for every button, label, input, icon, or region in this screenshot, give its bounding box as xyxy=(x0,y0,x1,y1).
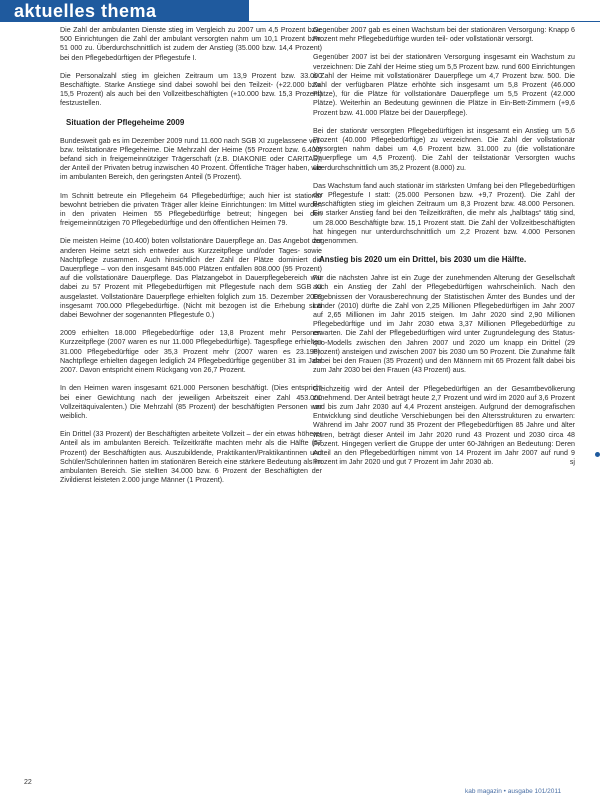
paragraph: Die Personalzahl stieg im gleichen Zeitraum um 13,9 Prozent bzw. 33.000 Beschäftigte. Starke Anstiege sind dabei sowohl bei den Teilzeit- (+22.000 bzw. 15,5 Prozent) als auch bei den Vollzeitbeschäftigten (+10.000 bzw. 15,3 Prozent) festzustellen. xyxy=(60,71,322,108)
paragraph: Das Wachstum fand auch stationär im stärksten Umfang bei den Pflegebedürftigen der Pflegestufe I statt: (25.000 Personen bzw. +9,7 Prozent). Die Zahl der Beschäftigten stieg im gleichen Zeitraum um 8,3 Prozent bzw. 48.000 Personen. Ein starker Anstieg fand bei den Teilzeitkräften, die mehr als „halbtags“ tätig sind, um 28.000 Beschäftigte bzw. 15,1 Prozent statt. Die Zahl der Vollzeitbeschäftigten hat hingegen nur unterdurchschnittlich um 2,2 Prozent bzw. 4.000 Personen zugenommen. xyxy=(313,181,575,246)
left-column xyxy=(60,26,322,494)
margin-marker xyxy=(595,452,600,457)
paragraph: Gegenüber 2007 ist bei der stationären Versorgung insgesamt ein Wachstum zu verzeichnen: Die Zahl der Heime stieg um 5,5 Prozent bzw. rund 600 Einrichtungen à Zahl der Heime mit vollstationärer Dauerpflege um 4,7 Prozent bzw. 500. Die Zahl der verfügbaren Plätze erhöhte sich insgesamt um 5,8 Prozent (46.000 Plätze), für die Plätze für vollstationäre Dauerpflege um 5,5 Prozent (42.000 Plätze). Weiterhin an Bedeutung gewinnen die Plätze in Ein-Bett-Zimmern (+9,6 Prozent bzw. 41.000 Plätze bei der Dauerpflege). xyxy=(313,53,575,117)
paragraph: Die Zahl der ambulanten Dienste stieg im Vergleich zu 2007 um 4,5 Prozent bzw. 500 Einrichtungen die Zahl der ambulant versorgten nahm um 10,1 Prozent bzw. 51 000 zu. Überdurchschnittlich ist zudem der Anstieg (35.000 bzw. 14,4 Prozent) bei den Pflegebedürftigen der Pflegestufe I. xyxy=(60,26,322,62)
section-heading: Situation der Pflegeheime 2009 xyxy=(66,117,185,127)
paragraph: Gleichzeitig wird der Anteil der Pflegebedürftigen an der Gesamtbevölkerung zunehmend. Der Anteil beträgt heute 2,7 Prozent und wird im 2020 auf 3,6 Prozent und bis zum Jahr 2030 auf 4,4 Prozent ansteigen. Aufgrund der demografischen Entwicklung sind deutliche Verschiebungen bei den Altersstrukturen zu erwarten: Während im Jahr 2007 rund 35 Prozent der Pflegebedürftigen 85 Jahre und älter waren, beträgt dieser Anteil im Jahr 2020 rund 43 Prozent und 2030 circa 48 Prozent. Hingegen verliert die Gruppe der unter 60-Jährigen an Bedeutung: Deren Anteil an den Pflegebedürftigen nimmt von 14 Prozent im Jahr 2007 auf rund 9 Prozent im Jahr 2020 und gut 7 Prozent im Jahr 2030 ab. sj xyxy=(313,384,575,467)
paragraph: Ein Drittel (33 Prozent) der Beschäftigten arbeitete Vollzeit – der ein etwas höherer Anteil als im ambulanten Bereich. Teilzeitkräfte machten mehr als die Hälfte (57 Prozent) der Beschäftigten aus. Auszubildende, Praktikanten/Praktikantinnen und Schüler/Schülerinnen hatten im stationären Bereich eine stärkere Bedeutung als im ambulanten Bereich. Sie stellten 34.000 bzw. 6 Prozent der Beschäftigten der Zivildienst leisteten 2.000 junge Männer (1 Prozent). xyxy=(60,430,322,485)
paragraph: Gegenüber 2007 gab es einen Wachstum bei der stationären Versorgung: Knapp 6 Prozent mehr Pflegebedürftige wurden teil- oder vollstationär versorgt. xyxy=(313,26,575,44)
section-title: aktuelles thema xyxy=(14,1,157,21)
paragraph: Bundesweit gab es im Dezember 2009 rund 11.600 nach SGB XI zugelassene voll- bzw. teilstationäre Pflegeheime. Die Mehrzahl der Heime (55 Prozent bzw. 6.400) befand sich in freigemeinnütziger Trägerschaft (z.B. DIAKONIE oder CARITAS); der Anteil der Privaten betrug inzwischen 40 Prozent. Öffentliche Träger haben, wie im ambulanten Bereich, den geringsten Anteil (5 Prozent). xyxy=(60,136,322,182)
paragraph: Für die nächsten Jahre ist ein Zuge der zunehmenden Alterung der Gesellschaft auch ein Anstieg der Zahl der Pflegebedürftigen wahrscheinlich. Nach den Ergebnissen der Vorausberechnung der Statistischen Ämter des Bundes und der Länder (2010) dürfte die Zahl von 2,25 Millionen Pflegebedürftigen im Jahr 2007 auf 2,65 Millionen im Jahr 2015 steigen. Im Jahr 2020 sind 2,90 Millionen Pflegebedürftige und im Jahr 2030 etwa 3,37 Millionen Pflegebedürftige zu erwarten. Die Zahl der Pflegebedürftigen wird unter Zugrundelegung des Status-quo-Modells zwischen den Jahren 2007 und 2020 um knapp ein Drittel (29 Prozent) ansteigen und zwischen 2007 bis 2030 um 50 Prozent. Die Zunahme fällt dabei bei den Frauen (35 Prozent) und den Männern mit 65 Prozent fällt dabei bis zum Jahr 2030 bei den Frauen (43 Prozent) aus. xyxy=(313,274,575,375)
page-number: 22 xyxy=(24,779,32,786)
end-mark: sj xyxy=(569,458,575,467)
paragraph: Die meisten Heime (10.400) boten vollstationäre Dauerpflege an. Das Angebot der anderen Heime setzt sich entweder aus Kurzzeitpflege und/oder Tages- sowie Nachtpflege zusammen. Auch hinsichtlich der Zahl der Plätze dominiert die Dauerpflege – von den insgesamt 845.000 Plätzen entfallen 808.000 (95 Prozent) auf die vollstationäre Dauerpflege. Das Platzangebot in Dauerpflegebereich war dabei zu 57 Prozent mit Pflegebedürftigen mit Pflegestufe nach dem SGB XI ausgelastet. Vollstationäre Dauerpflege erhielten folglich zum 15. Dezember 2009 insgesamt 700.000 Pflegebedürftige. (Nicht mit bezogen ist die Erhebung sind dabei Bewohner der sogenannten Pflegestufe 0.) xyxy=(60,237,322,320)
section-heading: Anstieg bis 2020 um ein Drittel, bis 2030 um die Hälfte. xyxy=(319,255,527,265)
paragraph: 2009 erhielten 18.000 Pflegebedürftige oder 13,8 Prozent mehr Personen Kurzzeitpflege (2007 waren es nur 11.000 Pflegebedürftige). Tagespflege erhielten 31.000 Pflegebedürftige oder 35,3 Prozent mehr (2007 waren es 23.196). Nachtpflege erhielten dagegen lediglich 24 Pflegebedürftige gegenüber 31 im Jahr 2007. Davon entspricht einem Rückgang von 26,7 Prozent. xyxy=(60,329,322,375)
footer-publication: kab magazin • ausgabe 101/2011 xyxy=(465,788,562,795)
paragraph: Im Schnitt betreute ein Pflegeheim 64 Pflegebedürftige; auch hier ist stationär bewohnt betrieben die privaten Träger aller kleine Einrichtungen: Im Mittel wurden in den privaten Heimen 55 Pflegebedürftige betreut; hingegen bei den freigemeinnützigen 70 Pflegebedürftige und den öffentlichen Heimen 79. xyxy=(60,191,322,228)
header-rule xyxy=(0,21,600,22)
paragraph: In den Heimen waren insgesamt 621.000 Personen beschäftigt. (Dies entspricht bei einer Gewichtung nach der jeweiligen Arbeitszeit einer Zahl 453.000 Vollzeitäquivalenten.) Die Mehrzahl (85 Prozent) der beschäftigten Personen war weiblich. xyxy=(60,384,322,420)
section-header xyxy=(0,0,249,22)
right-column xyxy=(313,26,575,476)
paragraph: Bei der stationär versorgten Pflegebedürftigen ist insgesamt ein Anstieg um 5,6 Prozent (40.000 Pflegebedürftige) zu verzeichnen. Die Zahl der vollstationär Versorgten nahm dabei um 4,6 Prozent bzw. 31.000 zu (die vollstationäre Dauerpflege um 4,5 Prozent). Die Zahl der teilstationär Versorgten wuchs überdurchschnittlich um 35,2 Prozent (8.000) zu. xyxy=(313,126,575,172)
